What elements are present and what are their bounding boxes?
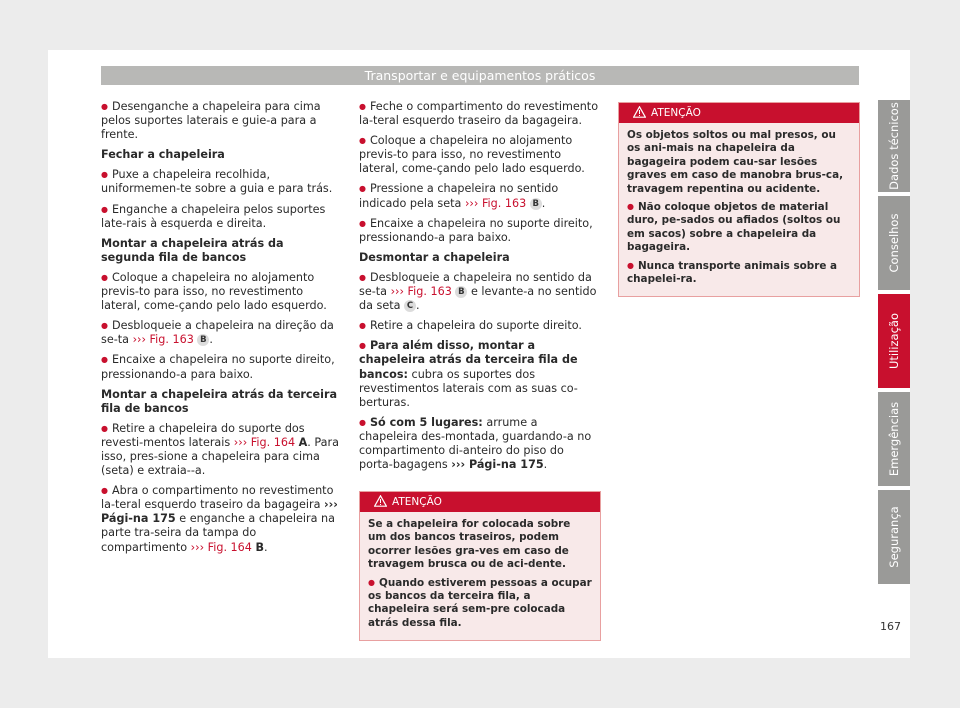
list-item: ● Puxe a chapeleira recolhida, uniformemen-te sobre a guia e para trás. [101,168,339,196]
section-heading: Fechar a chapeleira [101,148,225,162]
list-item: ● Desbloqueie a chapeleira no sentido da se-ta ››› Fig. 163 B e levante-a no sentido da seta C . [359,271,599,313]
page-link[interactable]: Pági-na 175 [468,458,544,472]
tab-seguranca[interactable]: Segurança [878,490,910,584]
section-heading: Montar a chapeleira atrás da terceira fila de bancos [101,387,338,415]
list-item: ● Encaixe a chapeleira no suporte direito, pressionando-a para baixo. [359,217,599,245]
warning-item: ● Quando estiverem pessoas a ocupar os bancos da terceira fila, a chapeleira será sem-pre colocada atrás dessa fila. [368,576,592,631]
page-header: Transportar e equipamentos práticos [101,66,859,85]
warning-header: ATENÇÃO [619,103,859,123]
list-item: ● Retire a chapeleira do suporte direito. [359,319,599,333]
callout-marker: B [455,286,467,298]
tab-emergencias[interactable]: Emergências [878,392,910,486]
warning-item: ● Não coloque objetos de material duro, pe-sados ou afiados (soltos ou em sacos) sobre a chapeleira da bagageira. [627,200,851,255]
list-item: ● Coloque a chapeleira no alojamento previs-to para isso, no revestimento lateral, come-çando pelo lado esquerdo. [359,134,599,176]
list-item: ● Só com 5 lugares: arrume a chapeleira des-montada, guardando-a no compartimento di-anteiro do piso do porta-bagagens ››› Pági-na 175. [359,416,599,472]
list-item: ● Encaixe a chapeleira no suporte direito, pressionando-a para baixo. [101,353,339,381]
callout-marker: B [197,334,209,346]
warning-text: Se a chapeleira for colocada sobre um dos bancos traseiros, podem ocorrer lesões gra-ves em caso de travagem brusca ou de aci-dente. [368,518,571,571]
callout-marker: C [404,300,416,312]
tab-utilizacao[interactable]: Utilização [878,294,910,388]
list-item: ● Feche o compartimento do revestimento la-teral esquerdo traseiro da bagageira. [359,100,599,128]
tab-dados-tecnicos[interactable]: Dados técnicos [878,100,910,192]
list-item: ● Desbloqueie a chapeleira na direção da se-ta ››› Fig. 163 B . [101,319,339,347]
figure-link[interactable]: Fig. 164 [207,540,252,554]
figure-link[interactable]: Fig. 163 [149,333,194,347]
figure-link[interactable]: Fig. 164 [250,435,296,449]
page-number: 167 [880,620,901,633]
list-item: ● Pressione a chapeleira no sentido indicado pela seta ››› Fig. 163 B . [359,182,599,210]
page-link[interactable]: Pági-na 175 [101,512,176,526]
figure-link[interactable]: Fig. 163 [407,285,452,299]
column-1 [101,100,339,561]
warning-box [618,102,860,297]
list-item: ● Retire a chapeleira do suporte dos revesti-mentos laterais ››› Fig. 164 A. Para isso, pres-sione a chapeleira para cima (seta) e extraia--a. [101,422,339,478]
warning-header: ATENÇÃO [360,492,600,512]
warning-box [359,491,601,641]
warning-item: ● Nunca transporte animais sobre a chapelei-ra. [627,259,851,287]
list-item: ● Desenganche a chapeleira para cima pelos suportes laterais e guie-a para a frente. [101,100,339,142]
figure-link[interactable]: Fig. 163 [481,196,527,210]
warning-icon [374,495,387,507]
list-item: ● Abra o compartimento no revestimento la-teral esquerdo traseiro da bagageira ››› Pági-na 175 e enganche a chapeleira na parte tra-seira da tampa do compartimento ››› Fig. 164 B. [101,484,339,554]
warning-text: Os objetos soltos ou mal presos, ou os ani-mais na chapeleira da bagageira podem cau-sar lesões graves em caso de manobra brus-ca, travagem repentina ou acidente. [627,129,844,195]
column-2 [359,100,599,478]
list-item: ● Para além disso, montar a chapeleira atrás da terceira fila de bancos: cubra os suportes dos revestimentos laterais com as suas co-berturas. [359,339,599,409]
section-heading: Desmontar a chapeleira [359,250,510,264]
tab-conselhos[interactable]: Conselhos [878,196,910,290]
warning-icon [633,106,646,118]
callout-marker: B [530,198,542,210]
list-item: ● Coloque a chapeleira no alojamento previs-to para isso, no revestimento lateral, come-çando pelo lado esquerdo. [101,271,339,313]
list-item: ● Enganche a chapeleira pelos suportes late-rais à esquerda e direita. [101,203,339,231]
section-heading: Montar a chapeleira atrás da segunda fila de bancos [101,236,284,264]
